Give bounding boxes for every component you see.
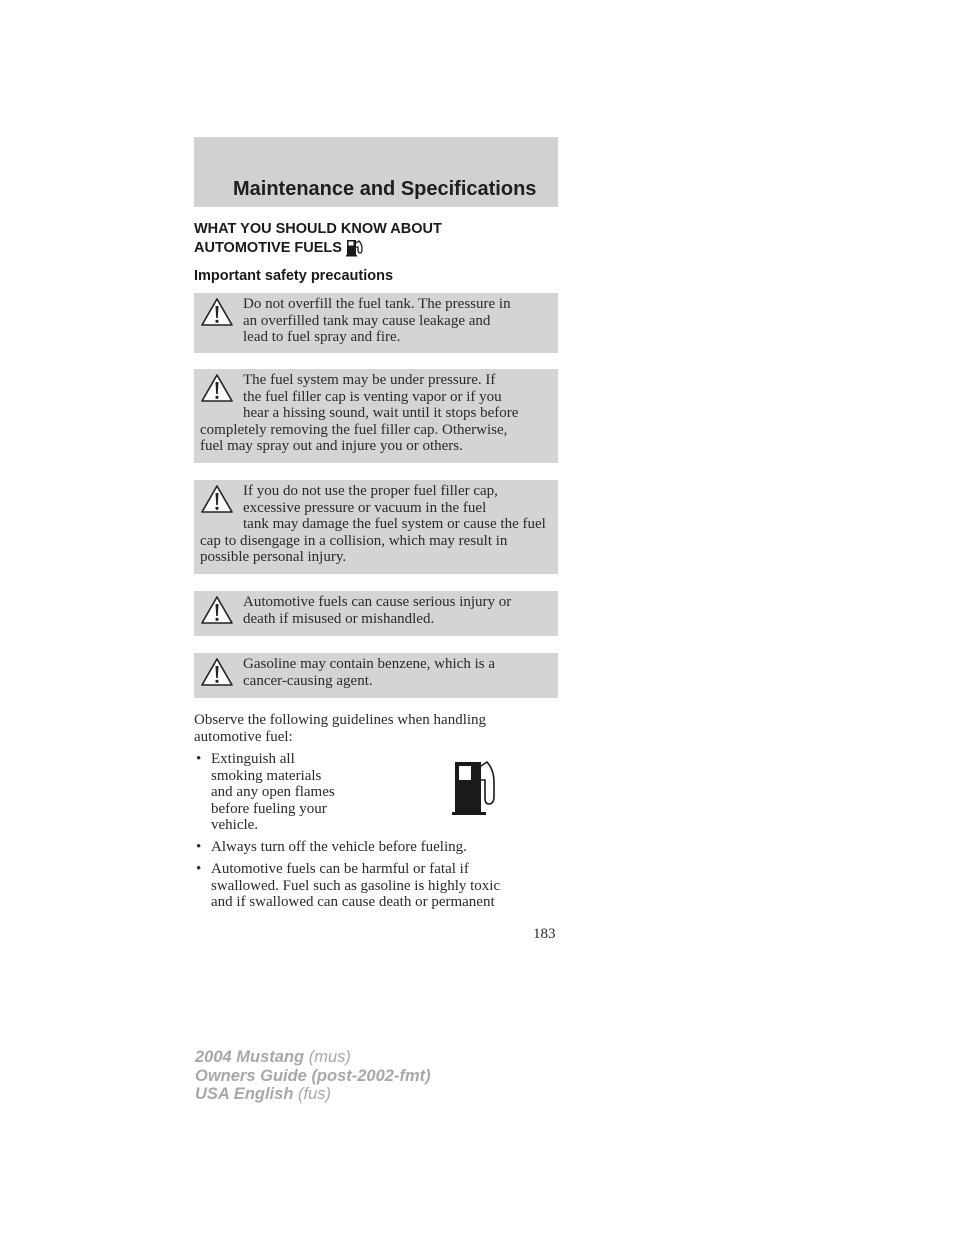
footer-language: USA English bbox=[195, 1085, 294, 1103]
warning-line: fuel may spray out and injure you or others. bbox=[200, 438, 463, 454]
warning-triangle-icon bbox=[200, 657, 236, 691]
warning-line: possible personal injury. bbox=[200, 549, 347, 565]
page-number: 183 bbox=[533, 926, 556, 942]
list-item-line: and if swallowed can cause death or permanent bbox=[211, 894, 495, 910]
footer-line bbox=[195, 1048, 431, 1067]
list-item bbox=[194, 861, 558, 911]
list-item bbox=[194, 839, 558, 856]
warning-line: lead to fuel spray and fire. bbox=[243, 329, 401, 345]
footer-model: 2004 Mustang bbox=[195, 1048, 305, 1066]
intro-line: Observe the following guidelines when handling bbox=[194, 712, 487, 728]
warning-box bbox=[194, 480, 558, 574]
warning-line: excessive pressure or vacuum in the fuel bbox=[243, 499, 487, 516]
bullet-dot: • bbox=[196, 839, 202, 855]
topic-heading-line-1: WHAT YOU SHOULD KNOW ABOUT bbox=[194, 221, 442, 237]
list-item-line: smoking materials bbox=[211, 767, 322, 784]
subheading: Important safety precautions bbox=[194, 268, 394, 284]
fuel-pump-icon bbox=[345, 238, 365, 262]
topic-heading-line-2 bbox=[194, 238, 442, 262]
warning-box bbox=[194, 293, 558, 353]
document-footer bbox=[195, 1048, 431, 1104]
list-item-text bbox=[211, 751, 335, 834]
warning-line: Gasoline may contain benzene, which is a bbox=[243, 656, 495, 672]
warning-line: hear a hissing sound, wait until it stops before bbox=[243, 405, 519, 421]
section-header bbox=[194, 137, 558, 207]
topic-heading bbox=[194, 221, 442, 261]
warning-line: Automotive fuels can cause serious injury or bbox=[243, 594, 512, 610]
list-item-line: swallowed. Fuel such as gasoline is highly toxic bbox=[211, 877, 501, 894]
list-item-line: vehicle. bbox=[211, 817, 259, 833]
fuel-pump-icon bbox=[449, 758, 499, 816]
list-item bbox=[194, 751, 424, 835]
footer-line bbox=[195, 1085, 431, 1104]
footer-guide: Owners Guide (post-2002-fmt) bbox=[195, 1066, 431, 1085]
warning-triangle-icon bbox=[200, 297, 236, 331]
list-item-line: Always turn off the vehicle before fueling. bbox=[211, 839, 467, 855]
warning-box bbox=[194, 653, 558, 698]
bullet-dot: • bbox=[196, 751, 202, 767]
warning-line: cap to disengage in a collision, which may result in bbox=[200, 532, 508, 549]
warning-box bbox=[194, 591, 558, 636]
list-item-line: before fueling your bbox=[211, 800, 327, 817]
footer-line bbox=[195, 1067, 431, 1086]
warning-box bbox=[194, 369, 558, 463]
list-item-line: and any open flames bbox=[211, 784, 335, 800]
topic-heading-line-2-text: AUTOMOTIVE FUELS bbox=[194, 239, 342, 256]
warning-triangle-icon bbox=[200, 595, 236, 629]
list-item-text bbox=[211, 861, 500, 911]
warning-line: an overfilled tank may cause leakage and bbox=[243, 312, 491, 329]
footer-language-code: (fus) bbox=[298, 1085, 331, 1103]
warning-line: death if misused or mishandled. bbox=[243, 610, 435, 627]
warning-line: tank may damage the fuel system or cause the fuel bbox=[243, 516, 546, 532]
warning-line: Do not overfill the fuel tank. The pressure in bbox=[243, 296, 511, 312]
warning-line: The fuel system may be under pressure. If bbox=[243, 372, 496, 388]
bullet-dot: • bbox=[196, 861, 202, 877]
list-item-text bbox=[211, 839, 467, 856]
warning-triangle-icon bbox=[200, 373, 236, 407]
warning-line: If you do not use the proper fuel filler cap, bbox=[243, 483, 498, 499]
intro-line: automotive fuel: bbox=[194, 728, 293, 745]
list-item-line: Automotive fuels can be harmful or fatal if bbox=[211, 861, 469, 877]
intro-paragraph bbox=[194, 712, 486, 745]
footer-model-code: (mus) bbox=[308, 1048, 351, 1066]
section-title: Maintenance and Specifications bbox=[233, 178, 537, 200]
warning-triangle-icon bbox=[200, 484, 236, 518]
warning-line: the fuel filler cap is venting vapor or if you bbox=[243, 388, 502, 405]
list-item-line: Extinguish all bbox=[211, 751, 295, 767]
warning-line: cancer-causing agent. bbox=[243, 672, 373, 689]
warning-line: completely removing the fuel filler cap. Otherwise, bbox=[200, 421, 508, 438]
